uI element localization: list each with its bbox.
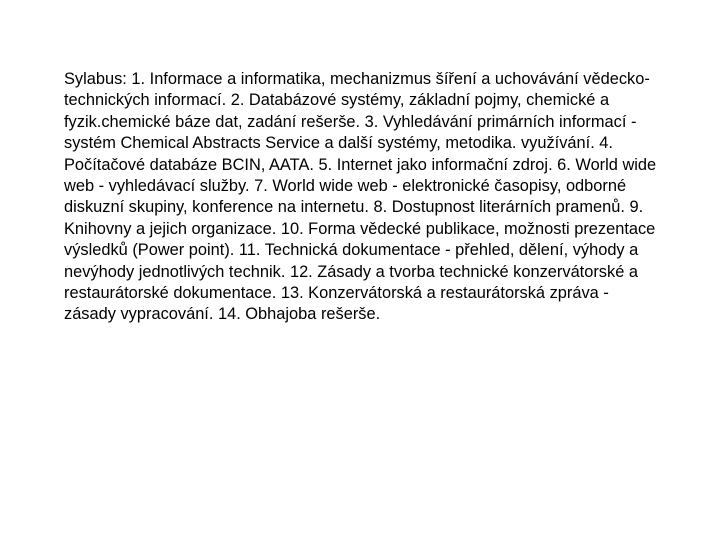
syllabus-text: Sylabus: 1. Informace a informatika, mechanizmus šíření a uchovávání vědecko-technických informací. 2. Databázové systémy, základní pojmy, chemické a fyzik.chemické báze dat, zadání rešerše. 3. Vyhledávání primárních informací - systém Chemical Abstracts Service a další systémy, metodika. využívání. 4. Počítačové databáze BCIN, AATA. 5. Internet jako informační zdroj. 6. World wide web - vyhledávací služby. 7. World wide web - elektronické časopisy, odborné diskuzní skupiny, konference na internetu. 8. Dostupnost literárních pramenů. 9. Knihovny a jejich organizace. 10. Forma vědecké publikace, možnosti prezentace výsledků (Power point). 11. Technická dokumentace - přehled, dělení, výhody a nevýhody jednotlivých technik. 12. Zásady a tvorba technické konzervátorské a restaurátorské dokumentace. 13. Konzervátorská a restaurátorská zpráva - zásady vypracování. 14. Obhajoba rešerše. <box>64 70 657 324</box>
